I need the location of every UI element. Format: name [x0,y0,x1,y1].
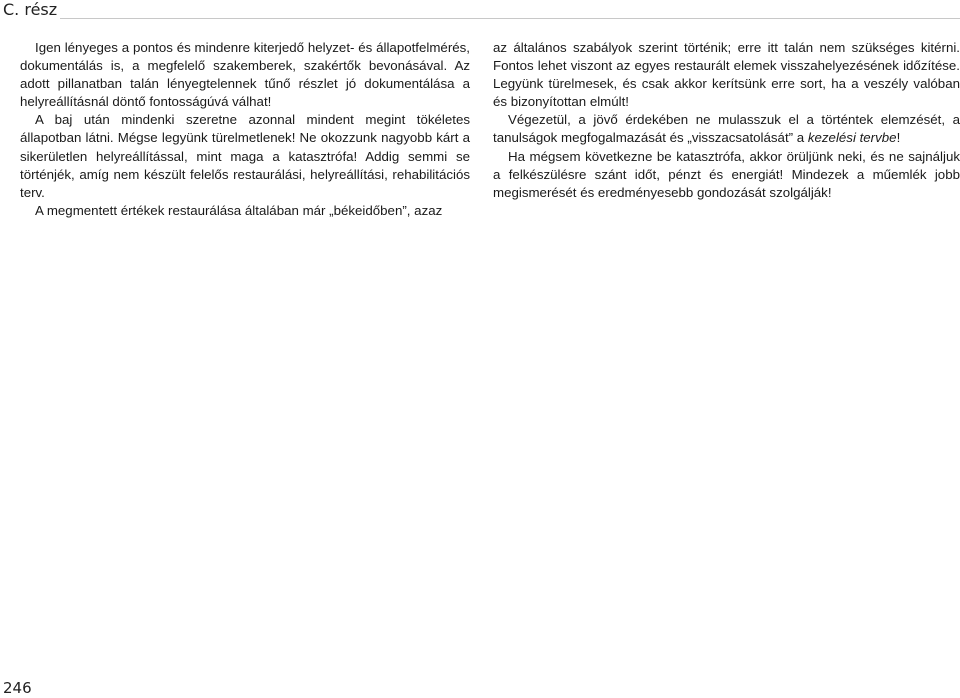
page-number: 246 [3,679,32,697]
paragraph: Ha mégsem következne be katasztrófa, akkor örüljünk neki, és ne sajnáljuk a felkészülésre szánt időt, pénzt és energiát! Mindezek a műemlék jobb megismerését és eredményesebb gondozását szolgálják! [493,148,960,200]
section-title: C. rész [3,0,58,19]
paragraph [493,111,960,147]
paragraph-continued: az általános szabályok szerint történik; erre itt talán nem szükséges kitérni. Fontos lehet viszont az egyes restaurált elemek visszahelyezésének időzítése. Legyünk türelmesek, és csak akkor kerítsünk erre sort, ha a veszély valóban és bizonyítottan elmúlt! [493,40,960,110]
paragraph: A megmentett értékek restaurálása általában már „békeidőben”, azaz [35,202,443,218]
right-column [493,39,960,202]
paragraph-text-tail: ! [896,130,901,146]
paragraph-text: Végezetül, a jövő érdekében ne mulasszuk el a történtek elemzését, a tanulságok megfogalmazását és „visszacsatolását” a [493,112,960,146]
paragraph: A baj után mindenki szeretne azonnal mindent megint tökéletes állapotban látni. Mégse legyünk türelmetlenek! Ne okozzunk nagyobb kárt a sikerületlen helyreállítással, mint maga a katasztrófa! Addig semmi se történjék, amíg nem készült felelős restaurálási, helyreállítási, rehabilitációs terv. [20,112,470,200]
paragraph: Igen lényeges a pontos és mindenre kiterjedő helyzet- és állapotfelmérés, dokumentálás is, a megfelelő szakemberek, szakértők bevonásával. Az adott pillanatban talán lényegtelennek tűnő részlet jó dokumentálása a helyreállításnál döntő fontosságúvá válhat! [20,40,470,110]
left-column [20,39,470,220]
page-header [0,0,960,21]
header-divider [60,18,960,19]
emphasized-text: kezelési tervbe [807,130,897,146]
